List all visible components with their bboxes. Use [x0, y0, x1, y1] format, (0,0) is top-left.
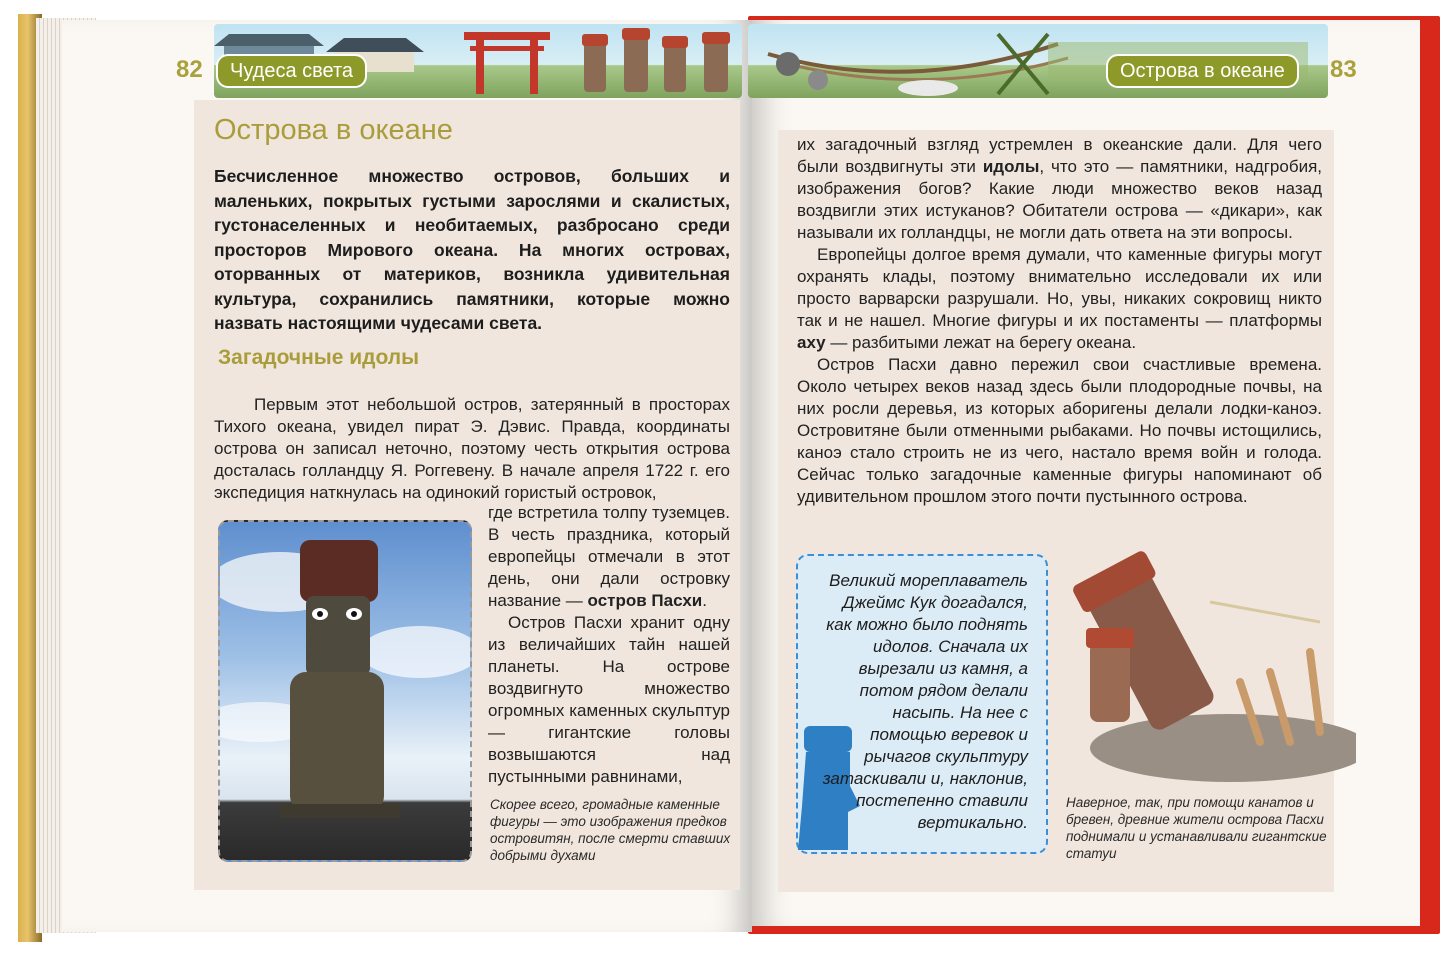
paragraph-text: их загадочный взгляд устремлен в океанские дали. Для чего были воздвигнуты эти — [797, 135, 1322, 176]
body-paragraph-2: Остров Пасхи хранит одну из величайших тайн нашей планеты. На острове воздвигнуто множество огромных каменных скульптур — гигантские головы возвышаются над пустынными равнинами, — [488, 613, 730, 786]
section-label-left: Чудеса света — [218, 56, 365, 86]
info-box-text: Великий мореплаватель Джеймс Кук догадался, как можно было поднять идолов. Сначала их вырезали из камня, а потом рядом делали насыпь. На нее с помощью веревок и рычагов скульптуру затаскивали и, наклонив, постепенно ставили вертикально. — [822, 571, 1028, 832]
right-paragraph-3: Остров Пасхи давно пережил свои счастливые времена. Около четырех веков назад здесь были плодородные почвы, на них росли деревья, из которых аборигены делали лодки-каноэ. Островитяне были отменными рыбаками. Но почвы истощились, каноэ стало строить не из чего, настало время войн и голода. Сейчас только загадочные каменные фигуры напоминают об удивительном прошлом этого почти пустынного острова. — [797, 355, 1322, 506]
page-number-right: 83 — [1330, 56, 1357, 83]
ahu-term: аху — [797, 333, 826, 352]
intro-paragraph: Бесчисленное множество островов, больших и маленьких, покрытых густыми зарослями и скалистых, густонаселенных и необитаемых, разбросано среди просторов Мирового океана. На многих островах, оторванных от материков, возникла удивительная культура, сохранились памятники, которые можно назвать настоящими чудесами света. — [214, 166, 730, 333]
body-paragraph-1: Первым этот небольшой остров, затерянный в просторах Тихого океана, увидел пират Э. Дэвис. Правда, координаты острова он записал неточно, поэтому честь открытия острова досталась голландцу Я. Роггевену. В начале апреля 1722 г. его экспедиция наткнулась на одинокий гористый островок, — [214, 395, 730, 502]
photo-caption: Скорее всего, громадные каменные фигуры — это изображения предков островитян, после смерти ставших добрыми духами — [490, 797, 731, 863]
left-column-text — [488, 502, 730, 788]
right-paragraph-1 — [797, 134, 1322, 244]
paragraph-text: , что это — памятники, надгробия, изображения богов? Какие люди множество веков назад воздвигли этих истуканов? Обитатели острова — «дикари», как называли их голландцы, не могли дать ответа на эти вопросы. — [797, 157, 1322, 242]
moai-statue-image — [220, 522, 470, 860]
moai-photo — [218, 520, 472, 862]
right-paragraph-2 — [797, 244, 1322, 354]
illustration-caption: Наверное, так, при помощи канатов и бревен, древние жители острова Пасхи поднимали и устанавливали гигантские статуи — [1066, 795, 1327, 861]
body-paragraph-1-continued: где встретила толпу туземцев. В честь праздника, который европейцы отмечали в этот день, они дали островку название — остров Пасхи. — [488, 503, 730, 610]
idols-term: идолы — [982, 157, 1040, 176]
raising-statue-illustration — [1060, 522, 1356, 784]
chapter-title: Острова в океане — [214, 114, 453, 146]
right-column-text — [797, 134, 1322, 508]
paragraph-text: — разбитыми лежат на берегу океана. — [830, 333, 1137, 352]
page-number-left: 82 — [176, 56, 203, 83]
paragraph-text: Европейцы долгое время думали, что каменные фигуры могут охранять клады, поэтому внимательно исследовали их или просто варварски разрушали. Но, увы, никаких сокровищ никто так и не нашел. Многие фигуры и их постаменты — платформы — [797, 245, 1322, 330]
paragraph-text: где встретила толпу туземцев. В честь праздника, который европейцы отмечали в этот день, они дали островку название — — [488, 503, 730, 610]
section-subtitle: Загадочные идолы — [218, 346, 420, 369]
section-label-right: Острова в океане — [1108, 56, 1297, 86]
easter-island-term: остров Пасхи — [587, 591, 703, 610]
statue-raising-image — [1060, 522, 1356, 784]
